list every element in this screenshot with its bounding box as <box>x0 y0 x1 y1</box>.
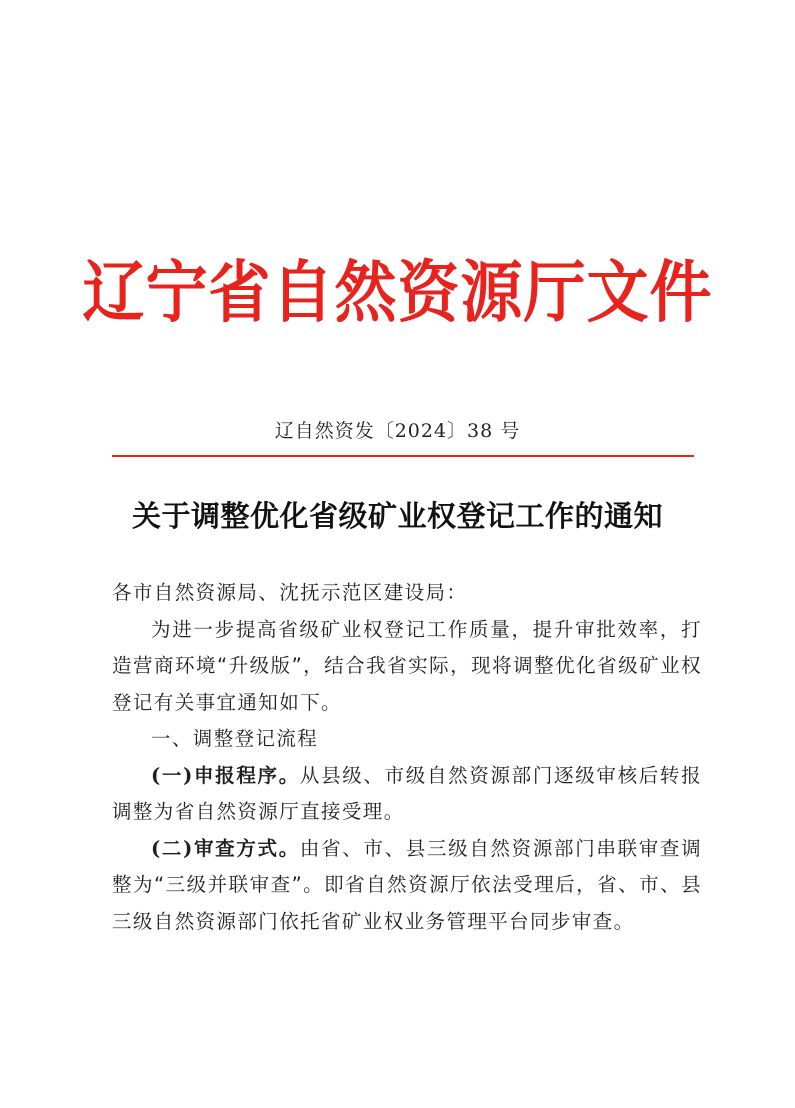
section-heading: 一、调整登记流程 <box>151 727 319 750</box>
document-body <box>112 575 702 940</box>
item-paragraph-1 <box>112 758 702 831</box>
item-lead-2: (二)审查方式。 <box>151 836 300 860</box>
item-lead-1: (一)申报程序。 <box>151 763 300 787</box>
addressee-line: 各市自然资源局、沈抚示范区建设局： <box>112 581 468 604</box>
issuer-masthead: 辽宁省自然资源厅文件 <box>82 253 713 332</box>
red-divider-line <box>112 455 694 457</box>
item-paragraph-2 <box>112 831 702 941</box>
document-number: 辽自然资发〔2024〕38 号 <box>274 420 521 442</box>
item-text-1: 从县级、市级自然资源部门逐级审核后转报调整为省自然资源厅直接受理。 <box>112 763 702 823</box>
intro-paragraph: 为进一步提高省级矿业权登记工作质量，提升审批效率，打造营商环境“升级版”，结合我省实际，现将调整优化省级矿业权登记有关事宜通知如下。 <box>112 617 702 714</box>
document-title: 关于调整优化省级矿业权登记工作的通知 <box>131 499 663 533</box>
item-text-2: 由省、市、县三级自然资源部门串联审查调整为“三级并联审查”。即省自然资源厅依法受理后，省、市、县三级自然资源部门依托省矿业权业务管理平台同步审查。 <box>112 836 702 933</box>
